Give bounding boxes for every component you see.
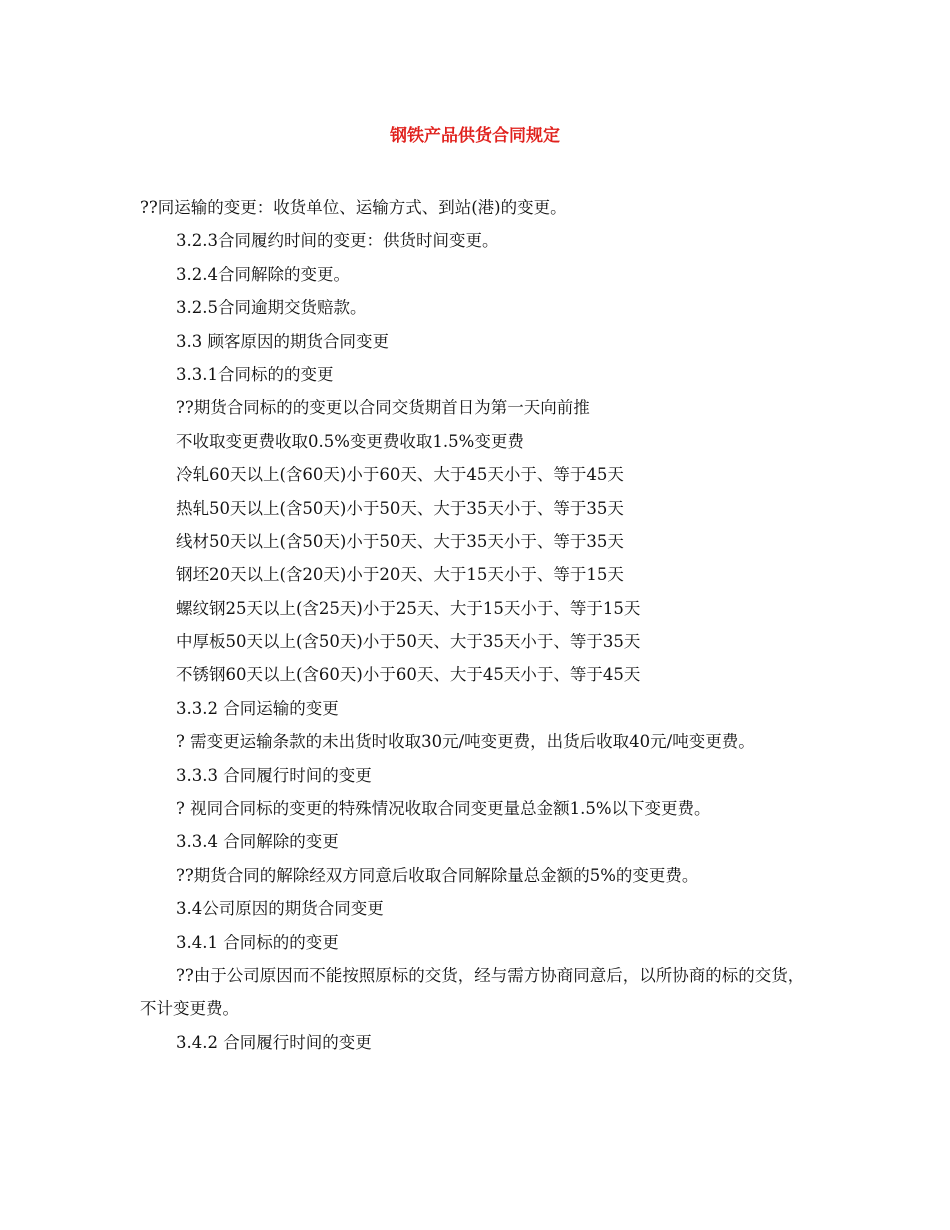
paragraph: 3.3.3 合同履行时间的变更 — [176, 765, 372, 785]
paragraph: 3.4.1 合同标的的变更 — [176, 932, 339, 952]
paragraph: 3.3.1合同标的的变更 — [176, 364, 334, 384]
paragraph: ??同运输的变更：收货单位、运输方式、到站(港)的变更。 — [140, 198, 567, 217]
paragraph: 3.3.2 合同运输的变更 — [176, 698, 339, 718]
paragraph: ? 需变更运输条款的未出货时收取30元/吨变更费，出货后收取40元/吨变更费。 — [176, 732, 755, 752]
paragraph: 3.2.4合同解除的变更。 — [176, 264, 350, 284]
paragraph: 钢坯20天以上(含20天)小于20天、大于15天小于、等于15天 — [176, 565, 624, 585]
paragraph: ? 视同合同标的变更的特殊情况收取合同变更量总金额1.5%以下变更费。 — [176, 799, 711, 819]
paragraph: 3.3.4 合同解除的变更 — [176, 832, 339, 852]
paragraph: 不收取变更费收取0.5%变更费收取1.5%变更费 — [176, 431, 524, 451]
paragraph: 不锈钢60天以上(含60天)小于60天、大于45天小于、等于45天 — [176, 665, 641, 685]
paragraph: 3.3 顾客原因的期货合同变更 — [176, 331, 389, 351]
paragraph: ??期货合同标的的变更以合同交货期首日为第一天向前推 — [176, 398, 590, 418]
paragraph: 3.4公司原因的期货合同变更 — [176, 899, 384, 919]
document-body — [140, 191, 820, 1059]
paragraph: 3.2.3合同履约时间的变更：供货时间变更。 — [176, 231, 499, 251]
paragraph: 螺纹钢25天以上(含25天)小于25天、大于15天小于、等于15天 — [176, 598, 641, 618]
paragraph: 3.4.2 合同履行时间的变更 — [176, 1032, 372, 1052]
paragraph: 热轧50天以上(含50天)小于50天、大于35天小于、等于35天 — [176, 498, 624, 518]
paragraph: 冷轧60天以上(含60天)小于60天、大于45天小于、等于45天 — [176, 465, 624, 485]
paragraph: 线材50天以上(含50天)小于50天、大于35天小于、等于35天 — [176, 531, 624, 551]
paragraph: 3.2.5合同逾期交货赔款。 — [176, 298, 367, 318]
document-title: 钢铁产品供货合同规定 — [390, 126, 560, 146]
paragraph: 中厚板50天以上(含50天)小于50天、大于35天小于、等于35天 — [176, 632, 641, 652]
paragraph: ??由于公司原因而不能按照原标的交货，经与需方协商同意后，以所协商的标的交货，不计变更费。 — [140, 966, 805, 1019]
paragraph: ??期货合同的解除经双方同意后收取合同解除量总金额的5%的变更费。 — [176, 865, 699, 885]
